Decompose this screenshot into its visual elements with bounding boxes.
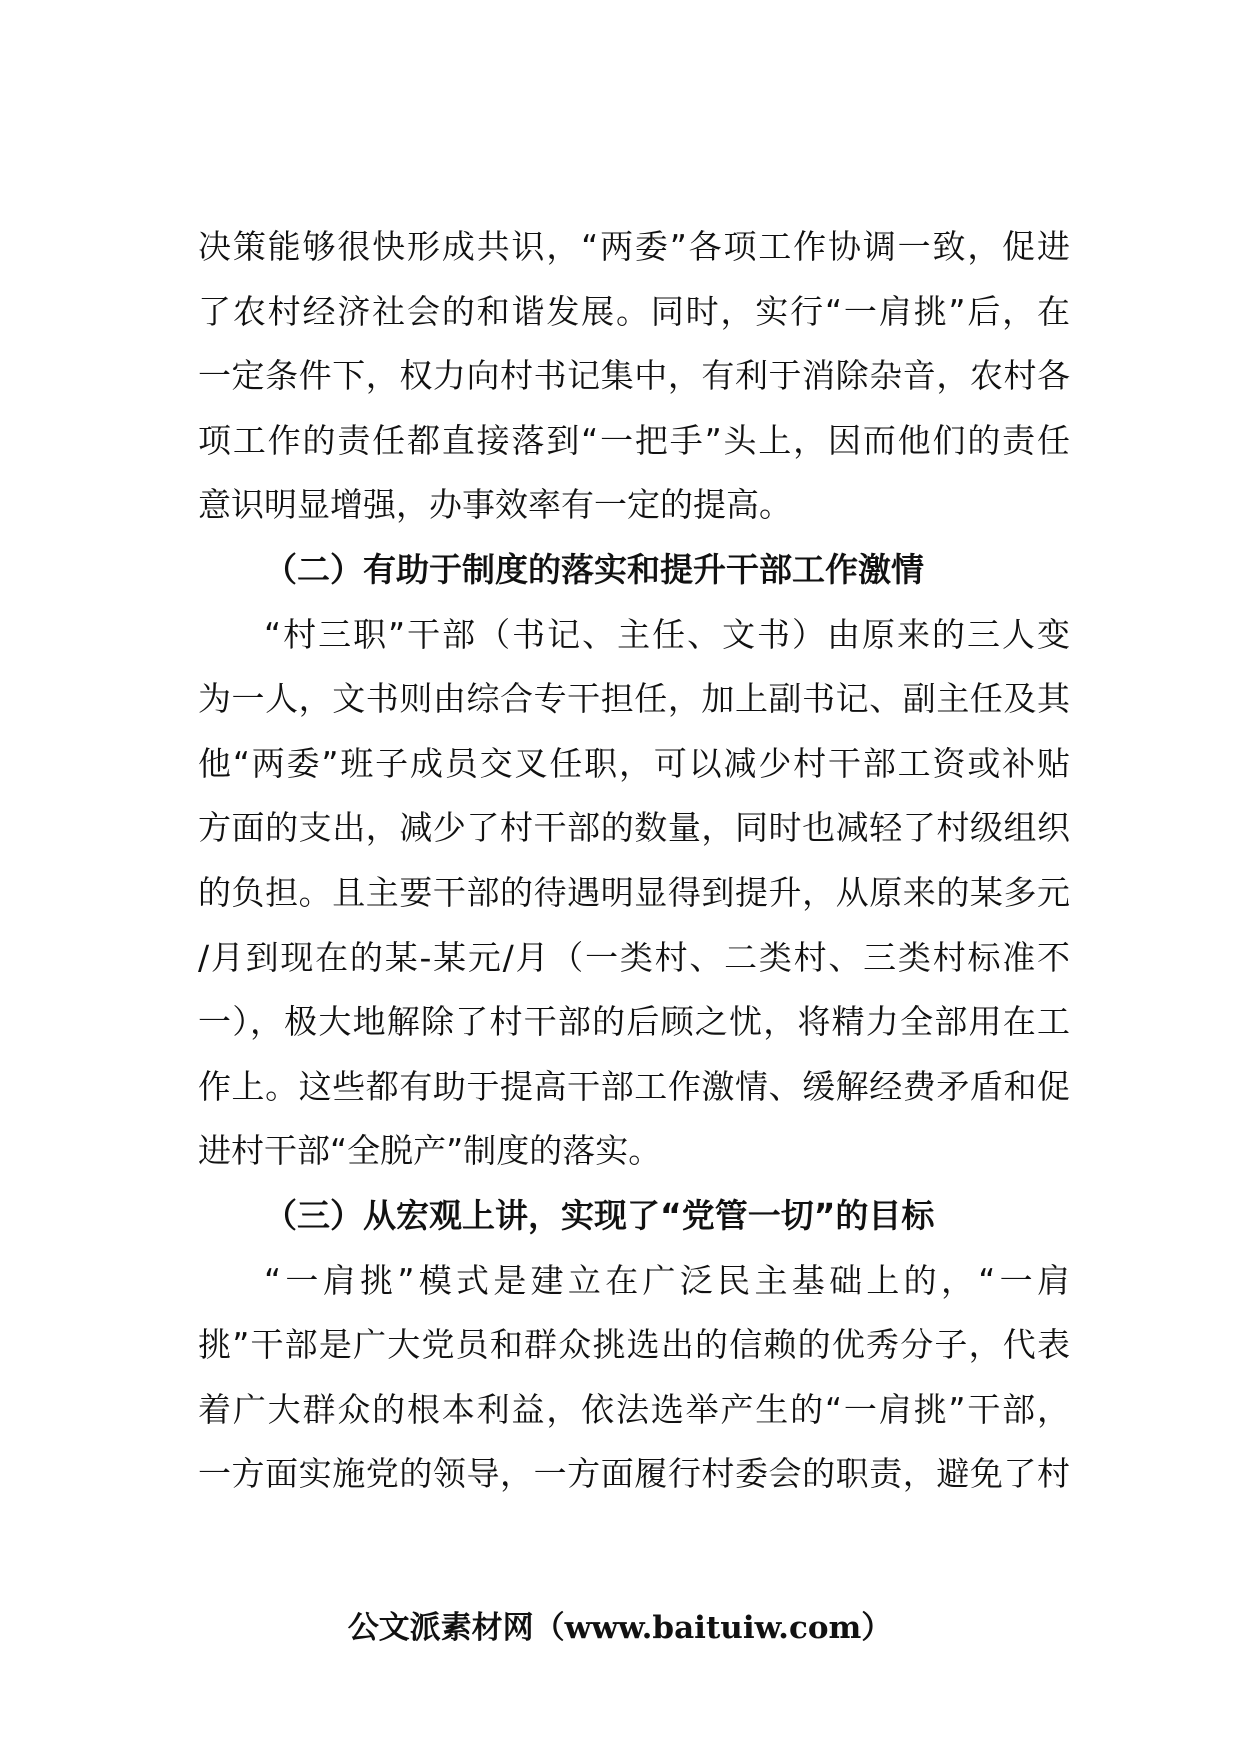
paragraph-line: 的负担。且主要干部的待遇明显得到提升，从原来的某多元 <box>198 872 1070 912</box>
section-heading: （三）从宏观上讲，实现了“党管一切”的目标 <box>264 1195 935 1235</box>
paragraph-line: “村三职”干部（书记、主任、文书）由原来的三人变 <box>264 614 1070 654</box>
paragraph-line: 他“两委”班子成员交叉任职，可以减少村干部工资或补贴 <box>198 743 1070 783</box>
paragraph-line: 决策能够很快形成共识，“两委”各项工作协调一致，促进 <box>198 227 1070 266</box>
paragraph-line: 着广大群众的根本利益，依法选举产生的“一肩挑”干部， <box>198 1389 1070 1429</box>
document-body <box>198 215 1070 1507</box>
paragraph-line: 意识明显增强，办事效率有一定的提高。 <box>198 485 792 525</box>
paragraph-line: /月到现在的某-某元/月（一类村、二类村、三类村标准不 <box>198 937 1070 977</box>
paragraph-line: 为一人，文书则由综合专干担任，加上副书记、副主任及其 <box>198 679 1070 719</box>
paragraph-line: 作上。这些都有助于提高干部工作激情、缓解经费矛盾和促 <box>198 1066 1070 1106</box>
paragraph-line: 一定条件下，权力向村书记集中，有利于消除杂音，农村各 <box>198 356 1070 396</box>
paragraph-line: 项工作的责任都直接落到“一把手”头上，因而他们的责任 <box>198 420 1070 460</box>
paragraph-line: 了农村经济社会的和谐发展。同时，实行“一肩挑”后，在 <box>198 291 1070 331</box>
paragraph-line: 一），极大地解除了村干部的后顾之忧，将精力全部用在工 <box>198 1002 1070 1042</box>
paragraph-line: 方面的支出，减少了村干部的数量，同时也减轻了村级组织 <box>198 808 1070 848</box>
paragraph-line: 一方面实施党的领导，一方面履行村委会的职责，避免了村 <box>198 1454 1070 1494</box>
section-heading: （二）有助于制度的落实和提升干部工作激情 <box>264 549 924 589</box>
footer-watermark: 公文派素材网（www.baituiw.com） <box>347 1610 893 1646</box>
paragraph-line: “一肩挑”模式是建立在广泛民主基础上的，“一肩 <box>264 1260 1070 1300</box>
paragraph-line: 进村干部“全脱产”制度的落实。 <box>198 1131 662 1171</box>
paragraph-line: 挑”干部是广大党员和群众挑选出的信赖的优秀分子，代表 <box>198 1325 1070 1365</box>
